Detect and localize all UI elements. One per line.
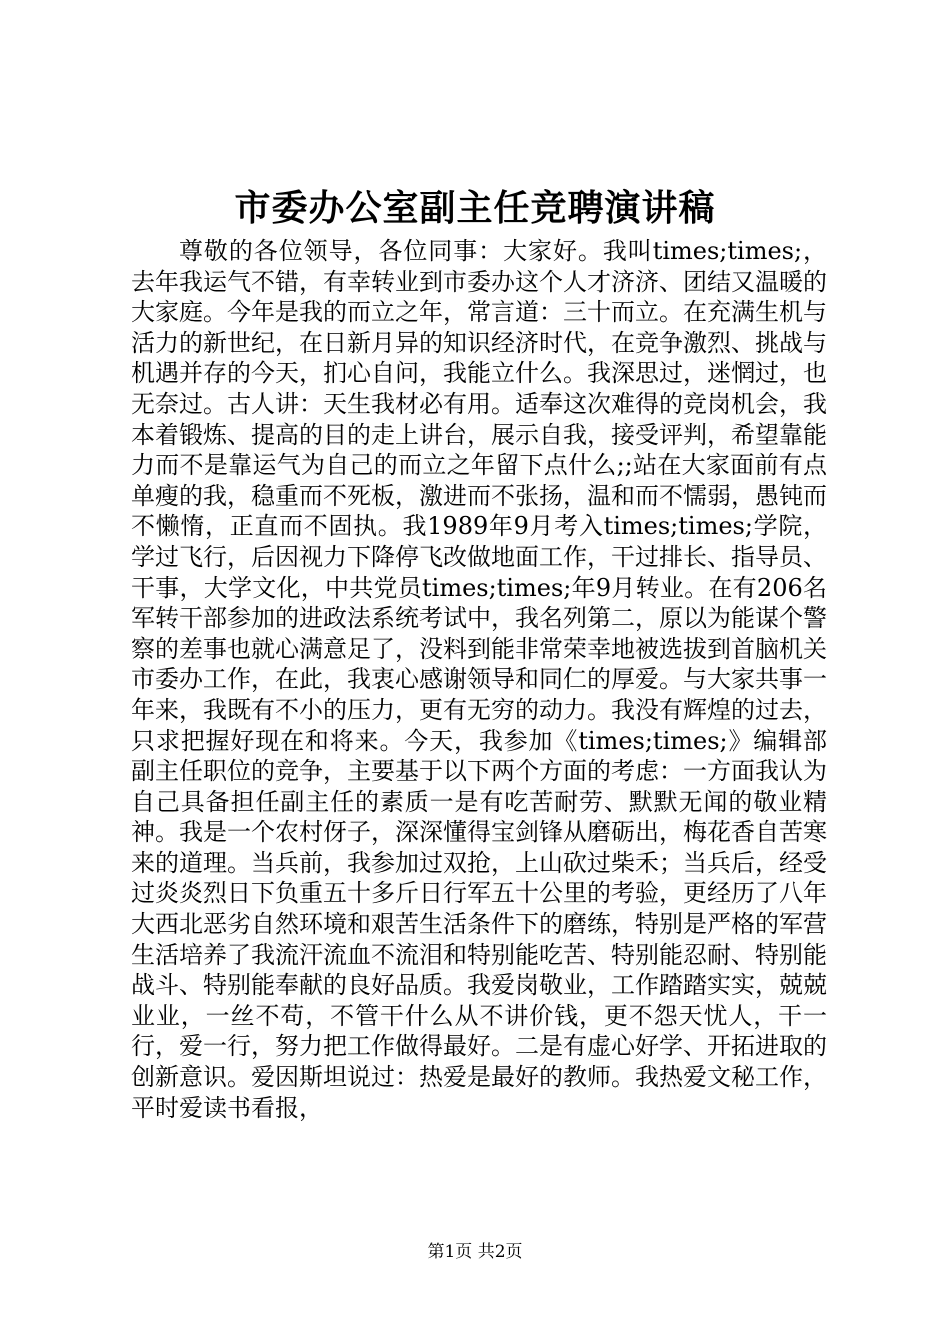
document-title: 市委办公室副主任竞聘演讲稿 [234, 187, 716, 229]
page-footer: 第1页 共2页 [427, 1242, 523, 1262]
document-body [131, 236, 827, 1123]
body-paragraph: 尊敬的各位领导，各位同事：大家好。我叫times;times;，去年我运气不错，有幸转业到市委办这个人才济济、团结又温暖的大家庭。今年是我的而立之年，常言道：三十而立。在充满生机与活力的新世纪，在日新月异的知识经济时代，在竞争激烈、挑战与机遇并存的今天，扪心自问，我能立什么。我深思过，迷惘过，也无奈过。古人讲：天生我材必有用。适奉这次难得的竞岗机会，我本着锻炼、提高的目的走上讲台，展示自我，接受评判，希望靠能力而不是靠运气为自己的而立之年留下点什么;;站在大家面前有点单瘦的我，稳重而不死板，激进而不张扬，温和而不懦弱，愚钝而不懒惰，正直而不固执。我1989年9月考入times;times;学院，学过飞行，后因视力下降停飞改做地面工作，干过排长、指导员、干事，大学文化，中共党员times;times;年9月转业。在有206名军转干部参加的进政法系统考试中，我名列第二，原以为能谋个警察的差事也就心满意足了，没料到能非常荣幸地被选拔到首脑机关市委办工作，在此，我衷心感谢领导和同仁的厚爱。与大家共事一年来，我既有不小的压力，更有无穷的动力。我没有辉煌的过去，只求把握好现在和将来。今天，我参加《times;times;》编辑部副主任职位的竞争，主要基于以下两个方面的考虑：一方面我认为自己具备担任副主任的素质一是有吃苦耐劳、默默无闻的敬业精神。我是一个农村伢子，深深懂得宝剑锋从磨砺出，梅花香自苦寒来的道理。当兵前，我参加过双抢，上山砍过柴禾；当兵后，经受过炎炎烈日下负重五十多斤日行军五十公里的考验，更经历了八年大西北恶劣自然环境和艰苦生活条件下的磨练，特别是严格的军营生活培养了我流汗流血不流泪和特别能吃苦、特别能忍耐、特别能战斗、特别能奉献的良好品质。我爱岗敬业，工作踏踏实实，兢兢业业，一丝不苟，不管干什么从不讲价钱，更不怨天忧人，干一行，爱一行，努力把工作做得最好。二是有虚心好学、开拓进取的创新意识。爱因斯坦说过：热爱是最好的教师。我热爱文秘工作，平时爱读书看报， [131, 237, 827, 1122]
